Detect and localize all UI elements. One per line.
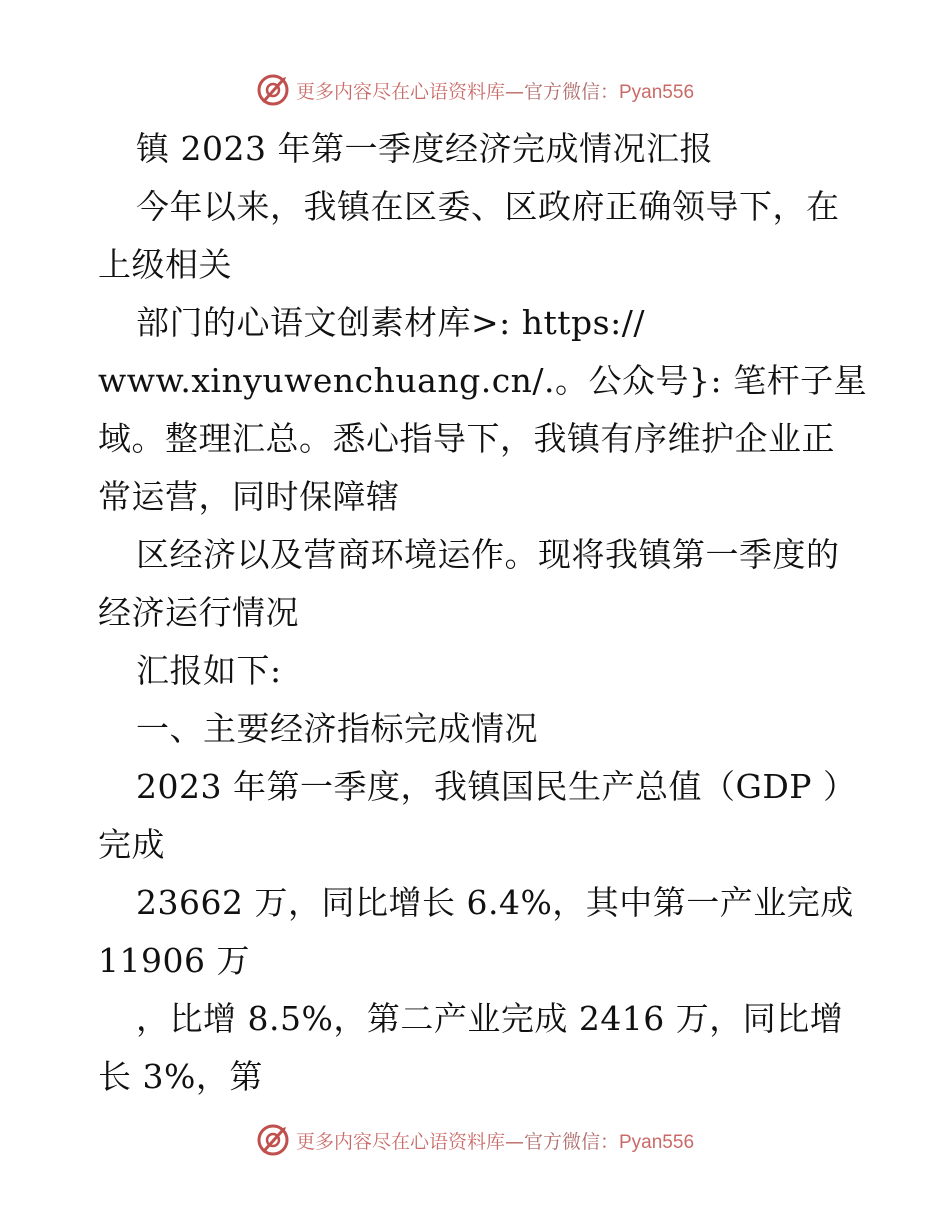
watermark-text [296,1127,694,1154]
document-line: www.xinyuwenchuang.cn/.。公众号}: 笔杆子星 [98,361,868,400]
watermark-library: 更多内容尽在心语资料库 [295,1130,505,1153]
watermark-library: 更多内容尽在心语资料库 [295,80,505,103]
footer-watermark [0,1120,950,1160]
document-line: 镇 2023 年第一季度经济完成情况汇报 [136,129,713,168]
watermark-dash: — [504,1130,524,1153]
document-line: 今年以来，我镇在区委、区政府正确领导下，在 [136,187,840,226]
watermark-text [296,77,694,104]
document-line: ，比增 8.5%，第二产业完成 2416 万，同比增 [136,999,844,1038]
document-line: 2023 年第一季度，我镇国民生产总值（GDP ） [136,767,857,806]
document-line: 上级相关 [98,245,232,284]
header-watermark [0,70,950,110]
watermark-wechat-label: 官方微信： [523,1130,619,1153]
watermark-wechat-id: Pyan556 [619,1131,695,1153]
document-line: 23662 万，同比增长 6.4%，其中第一产业完成 [136,883,854,922]
pen-circle-icon [256,73,290,107]
watermark-dash: — [504,80,524,103]
document-line: 域。整理汇总。悉心指导下，我镇有序维护企业正 [98,419,835,458]
document-line: 长 3%，第 [98,1057,263,1096]
document-line: 完成 [98,825,165,864]
document-line: 部门的心语文创素材库>: https:// [136,303,645,342]
document-line: 一、主要经济指标完成情况 [136,709,538,748]
watermark-wechat-id: Pyan556 [619,81,695,103]
document-line: 常运营，同时保障辖 [98,477,400,516]
document-line: 经济运行情况 [98,593,299,632]
document-body [98,120,868,1106]
document-line: 11906 万 [98,941,250,980]
watermark-wechat-label: 官方微信： [523,80,619,103]
pen-circle-icon [256,1123,290,1157]
document-line: 区经济以及营商环境运作。现将我镇第一季度的 [136,535,840,574]
document-line: 汇报如下: [136,651,282,690]
